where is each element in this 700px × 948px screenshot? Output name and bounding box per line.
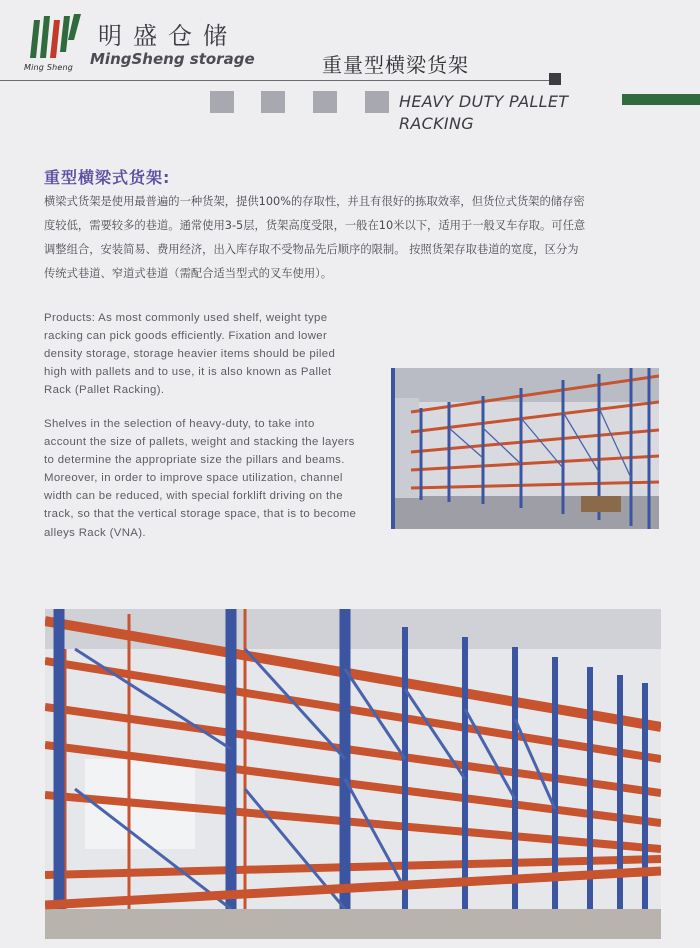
en-line: alleys Rack (VNA). <box>44 526 146 539</box>
en-line: width can be reduced, with special forklift driving on the <box>44 490 343 503</box>
decor-square <box>210 91 234 113</box>
en-line: Rack (Pallet Racking). <box>44 384 165 397</box>
warehouse-racking-photo-small <box>391 368 659 529</box>
company-name-cn: 明盛仓储 <box>98 22 238 50</box>
logo-caption: Ming Sheng <box>24 63 74 72</box>
section-heading: 重型横梁式货架: <box>44 168 171 187</box>
cn-line: 传统式巷道、窄道式巷道（需配合适当型式的叉车使用）。 <box>44 267 333 280</box>
accent-bar <box>622 94 700 105</box>
en-line: racking can pick goods efficiently. Fixation and lower <box>44 330 328 343</box>
chinese-description <box>44 190 662 286</box>
cn-line: 度较低，需要较多的巷道。通常使用3-5层，货架高度受限，一般在10米以下，适用于一般叉车存取。可任意 <box>44 219 586 232</box>
en-line: to determine the appropriate size the pillars and beams. <box>44 454 345 467</box>
en-line: Shelves in the selection of heavy-duty, to take into <box>44 418 315 430</box>
divider-end-square <box>549 73 561 85</box>
decor-square <box>365 91 389 113</box>
decor-square <box>261 91 285 113</box>
english-paragraph-1 <box>44 309 384 399</box>
page-title-cn: 重量型横梁货架 <box>322 53 469 77</box>
en-line: high with pallets and to use, it is also known as Pallet <box>44 366 332 379</box>
page-title-en <box>399 91 568 135</box>
header-divider <box>0 80 552 81</box>
decor-square <box>313 91 337 113</box>
en-line: account the size of pallets, weight and stacking the layers <box>44 436 355 449</box>
mingsheng-logo-icon <box>28 12 86 62</box>
company-name-en: MingSheng storage <box>90 50 255 68</box>
english-paragraph-2 <box>44 415 384 542</box>
en-line: Moreover, in order to improve space utilization, channel <box>44 472 343 485</box>
warehouse-racking-photo-large <box>45 609 661 939</box>
en-line: Products: As most commonly used shelf, weight type <box>44 312 328 324</box>
cn-line: 调整组合，安装简易、费用经济，出入库存取不受物品先后顺序的限制。 按照货架存取巷道的宽度，区分为 <box>44 243 579 256</box>
en-line: density storage, storage heavier items should be piled <box>44 348 336 361</box>
en-line: track, so that the vertical storage space, that is to become <box>44 508 357 521</box>
cn-line: 横梁式货架是使用最普遍的一种货架，提供100%的存取性，并且有很好的拣取效率，但货位式货架的储存密 <box>44 195 585 208</box>
title-en-line: RACKING <box>399 114 474 133</box>
title-en-line: HEAVY DUTY PALLET <box>399 92 569 111</box>
